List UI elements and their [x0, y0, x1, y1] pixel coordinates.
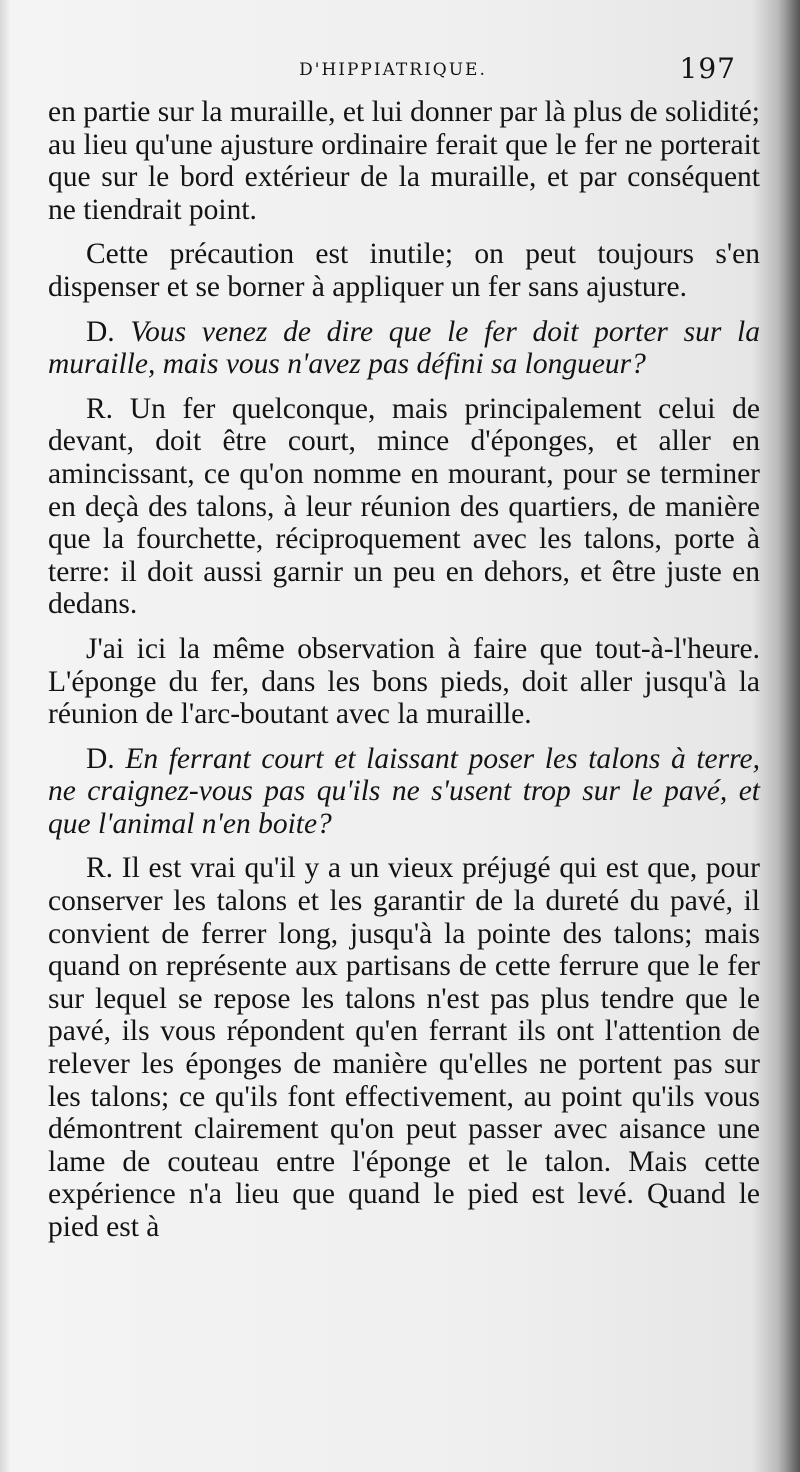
- paragraph-continuation: en partie sur la muraille, et lui donner par là plus de solidité; au lieu qu'une ajusture ordinaire ferait que le fer ne porterait que sur le bord extérieur de la muraille, et par conséquent ne tiendrait point.: [48, 96, 760, 226]
- body-text: [48, 96, 760, 1256]
- question-marker: D.: [86, 315, 115, 348]
- paragraph-question: [48, 316, 760, 381]
- page-right-edge: [778, 0, 800, 1472]
- paragraph-answer: R. Il est vrai qu'il y a un vieux préjugé qui est que, pour conserver les talons et les garantir de la dureté du pavé, il convient de ferrer long, jusqu'à la pointe des talons; mais quand on représente aux partisans de cette ferrure que le fer sur lequel se repose les talons n'est pas plus tendre que le pavé, ils vous répondent qu'en ferrant ils ont l'attention de relever les éponges de manière qu'elles ne portent pas sur les talons; ce qu'ils font effectivement, au point qu'ils vous démontrent clairement qu'on peut passer avec aisance une lame de couteau entre l'éponge et le talon. Mais cette expérience n'a lieu que quand le pied est levé. Quand le pied est à: [48, 852, 760, 1243]
- question-marker: D.: [86, 742, 115, 775]
- page-header: [48, 52, 738, 92]
- paragraph-question: [48, 743, 760, 841]
- running-head: D'HIPPIATRIQUE.: [299, 60, 487, 80]
- page-left-edge: [0, 0, 10, 1472]
- page-number: 197: [679, 52, 736, 85]
- paragraph-answer: R. Un fer quelconque, mais principalement celui de devant, doit être court, mince d'éponges, et aller en amincissant, ce qu'on nomme en mourant, pour se terminer en deçà des talons, à leur réunion des quartiers, de manière que la fourchette, réciproquement avec les talons, porte à terre: il doit aussi garnir un peu en dehors, et être juste en dedans.: [48, 392, 760, 621]
- paragraph-remark: Cette précaution est inutile; on peut toujours s'en dispenser et se borner à appliquer un fer sans ajusture.: [48, 238, 760, 303]
- question-text: Vous venez de dire que le fer doit porter sur la muraille, mais vous n'avez pas défini sa longueur?: [48, 315, 760, 381]
- paragraph-remark: J'ai ici la même observation à faire que tout-à-l'heure. L'éponge du fer, dans les bons pieds, doit aller jusqu'à la réunion de l'arc-boutant avec la muraille.: [48, 632, 760, 731]
- question-text: En ferrant court et laissant poser les talons à terre, ne craignez-vous pas qu'ils ne s'usent trop sur le pavé, et que l'animal n'en boite?: [48, 742, 760, 840]
